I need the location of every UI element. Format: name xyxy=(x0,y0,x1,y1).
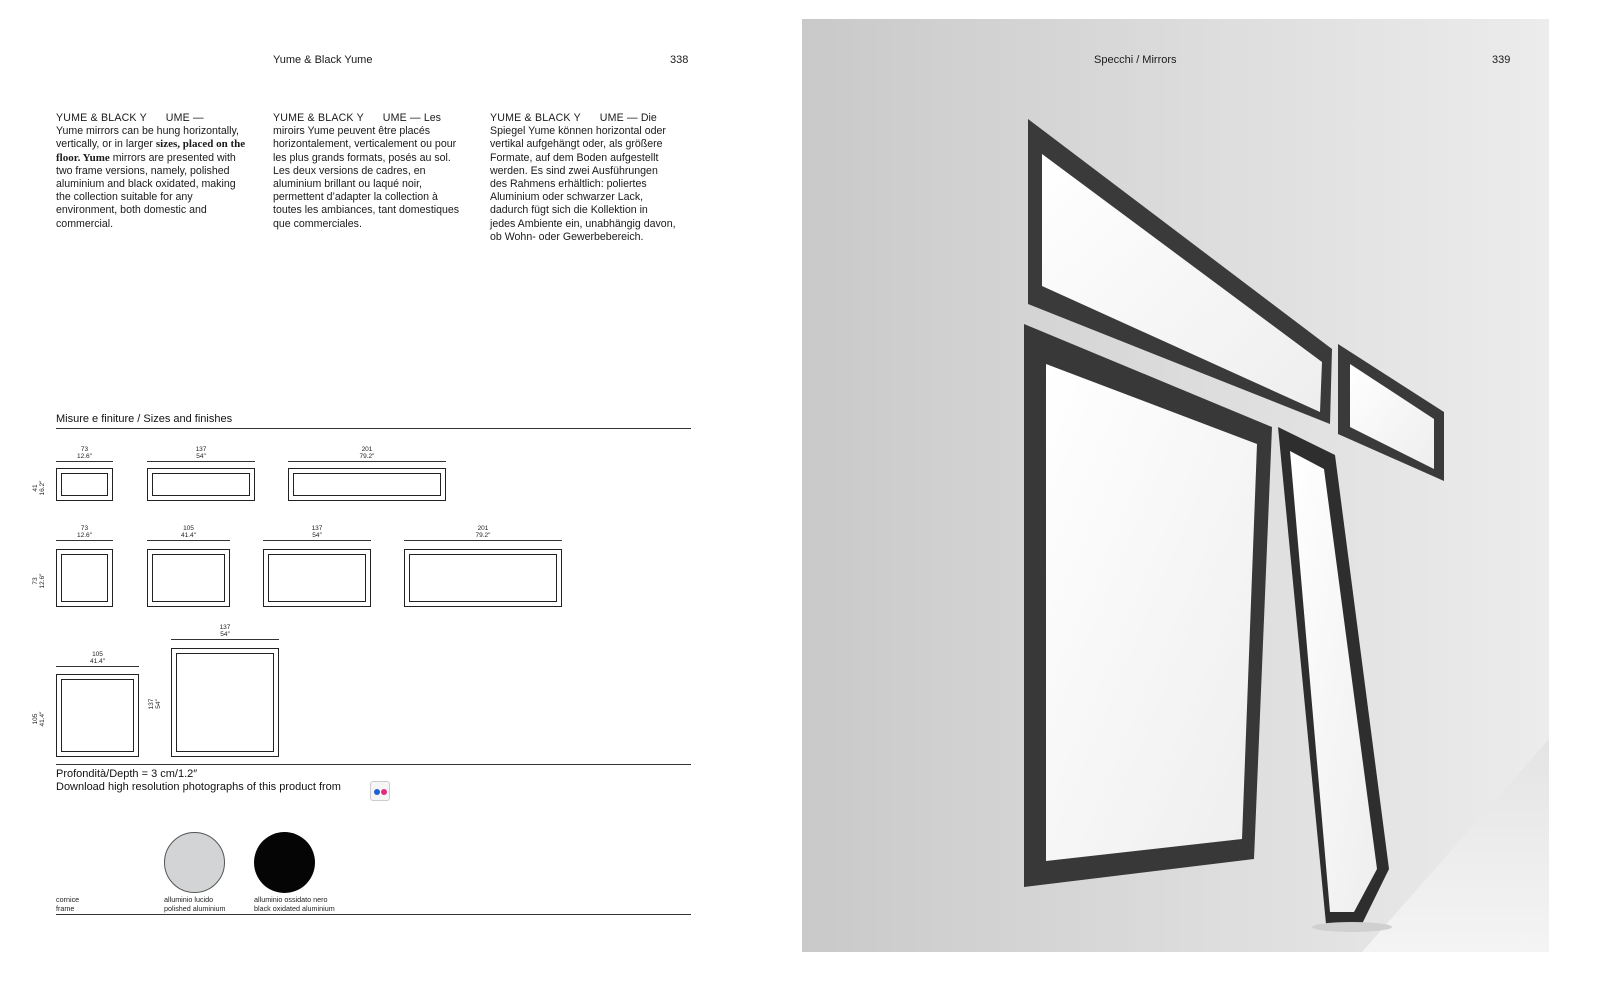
page-number: 339 xyxy=(1492,54,1511,66)
width-dimension: 201 79.2″ xyxy=(404,525,562,541)
finish-name: alluminio lucido polished aluminium xyxy=(164,895,226,913)
width-dimension: 201 79.2″ xyxy=(288,446,446,462)
page-header-title: Yume & Black Yume xyxy=(273,54,373,66)
width-dimension: 137 54″ xyxy=(147,446,255,462)
width-dimension: 137 54″ xyxy=(171,624,279,640)
divider xyxy=(56,764,691,765)
width-dimension: 105 41.4″ xyxy=(56,651,139,667)
column-lead: YUME & BLACK Y UME — xyxy=(490,112,638,124)
page-number: 338 xyxy=(670,54,689,66)
mirror-diagram xyxy=(56,468,113,501)
download-text: Download high resolution photographs of this product from xyxy=(56,781,341,793)
swatch-black-oxidated-aluminium xyxy=(254,832,315,893)
height-dimension: 105 41.4″ xyxy=(32,711,46,727)
text-column-en xyxy=(56,112,252,231)
depth-info: Profondità/Depth = 3 cm/1.2″ xyxy=(56,768,198,780)
mirror-diagram xyxy=(404,549,562,607)
sizes-heading: Misure e finiture / Sizes and finishes xyxy=(56,413,233,425)
divider xyxy=(56,914,691,915)
column-text: Les miroirs Yume peuvent être placés horizontalement, verticalement ou pour les plus grands formats, posés au sol. Les deux versions de cadres, en aluminium brillant ou laqué noir, permettent d’adapter la collection à toutes les ambiances, tant domestiques que commerciales. xyxy=(273,112,460,230)
mirror-diagram xyxy=(171,648,279,757)
flickr-blue-dot-icon xyxy=(374,789,380,795)
column-lead: YUME & BLACK Y UME — xyxy=(273,112,421,124)
divider xyxy=(56,428,691,429)
mirrors-photo-illustration xyxy=(802,19,1549,952)
height-dimension: 41 16.2″ xyxy=(32,480,46,496)
mirror-diagram xyxy=(56,549,113,607)
flickr-link-icon[interactable] xyxy=(370,781,390,801)
swatch-polished-aluminium xyxy=(164,832,225,893)
finish-name: alluminio ossidato nero black oxidated aluminium xyxy=(254,895,335,913)
width-dimension: 73 12.6″ xyxy=(56,525,113,541)
height-dimension: 73 12.6″ xyxy=(32,573,46,589)
column-lead: YUME & BLACK Y UME — xyxy=(56,112,204,124)
finish-label: cornice frame xyxy=(56,895,80,913)
mirror-diagram xyxy=(288,468,446,501)
mirror-diagram xyxy=(56,674,139,757)
flickr-pink-dot-icon xyxy=(381,789,387,795)
mirror-diagram xyxy=(263,549,371,607)
column-text: Die Spiegel Yume können horizontal oder vertikal aufgehängt oder, als größere Formate, auf dem Boden aufgestellt werden. Es sind zwei Ausführungen des Rahmens erhältlich: poliertes Aluminium oder schwarzer Lack, dadurch fügt sich die Kollektion in jedes Ambiente ein, unabhängig davon, ob Wohn- oder Gewerbebereich. xyxy=(490,112,676,243)
column-text: Yume mirrors can be hung horizontally, vertically, or in larger xyxy=(56,125,239,151)
width-dimension: 73 12.6″ xyxy=(56,446,113,462)
page-header-title: Specchi / Mirrors xyxy=(1094,54,1177,66)
text-column-de xyxy=(490,112,676,244)
column-bold-text: sizes, placed on the floor. Yume xyxy=(56,138,246,164)
width-dimension: 137 54″ xyxy=(263,525,371,541)
mirror-diagram xyxy=(147,468,255,501)
mirror-diagram xyxy=(147,549,230,607)
product-photo xyxy=(802,19,1549,952)
text-column-fr xyxy=(273,112,469,231)
width-dimension: 105 41.4″ xyxy=(147,525,230,541)
column-text: mirrors are presented with two frame versions, namely, polished aluminium and black oxidated, making the collection suitable for any environment, both domestic and commercial. xyxy=(56,151,236,230)
height-dimension: 137 54″ xyxy=(148,698,162,710)
